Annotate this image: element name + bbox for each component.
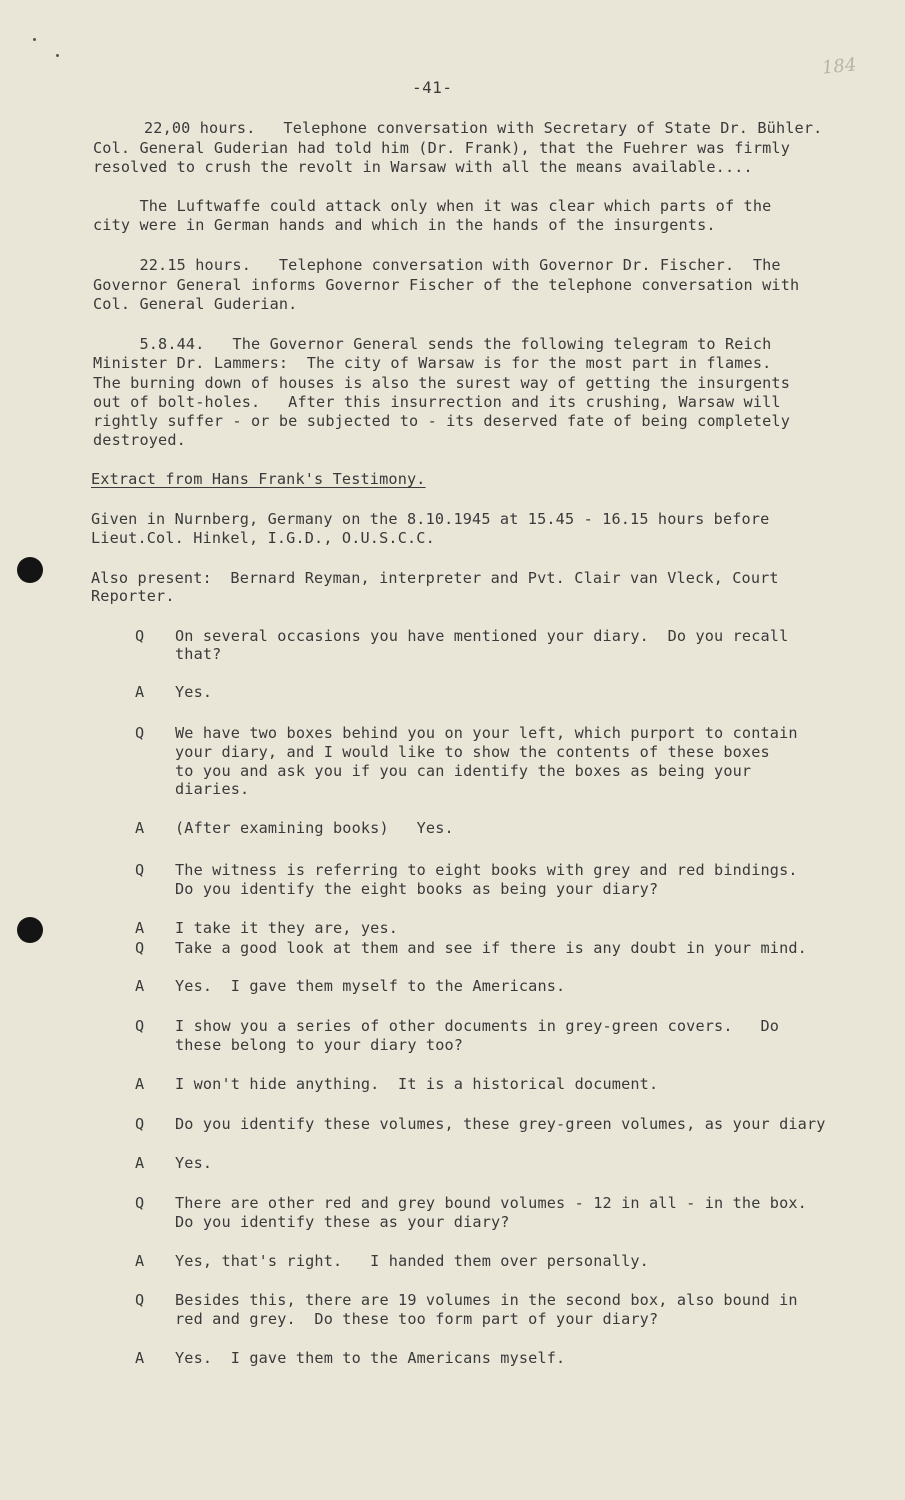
- body-line: The burning down of houses is also the surest way of getting the insurgents: [93, 374, 791, 392]
- punch-hole: [17, 917, 43, 943]
- speaker-label: Q: [135, 939, 145, 957]
- body-line: 5.8.44. The Governor General sends the following telegram to Reich: [93, 335, 772, 353]
- qa-line: I show you a series of other documents in grey-green covers. Do: [175, 1017, 780, 1035]
- body-line: Governor General informs Governor Fischer of the telephone conversation with: [93, 276, 800, 294]
- body-line: Minister Dr. Lammers: The city of Warsaw is for the most part in flames.: [93, 354, 772, 372]
- folio-mark: 184: [820, 54, 858, 79]
- qa-line: Yes, that's right. I handed them over personally.: [175, 1252, 649, 1270]
- speaker-label: A: [135, 1252, 145, 1270]
- qa-line: (After examining books) Yes.: [175, 819, 454, 837]
- qa-line: your diary, and I would like to show the contents of these boxes: [175, 743, 770, 761]
- qa-line: Do you identify these volumes, these grey-green volumes, as your diary: [175, 1115, 826, 1133]
- qa-line: Do you identify these as your diary?: [175, 1213, 510, 1231]
- body-line: rightly suffer - or be subjected to - its deserved fate of being completely: [93, 412, 791, 430]
- body-line: Col. General Guderian.: [93, 295, 298, 313]
- present-line: Also present: Bernard Reyman, interpreter and Pvt. Clair van Vleck, Court: [91, 569, 779, 587]
- qa-line: these belong to your diary too?: [175, 1036, 464, 1054]
- present-line: Reporter.: [91, 587, 175, 605]
- qa-line: We have two boxes behind you on your left, which purport to contain: [175, 724, 798, 742]
- speaker-label: Q: [135, 1194, 145, 1212]
- body-line: 22.15 hours. Telephone conversation with Governor Dr. Fischer. The: [93, 256, 781, 274]
- qa-line: On several occasions you have mentioned your diary. Do you recall: [175, 627, 789, 645]
- given-line: Given in Nurnberg, Germany on the 8.10.1945 at 15.45 - 16.15 hours before: [91, 510, 770, 528]
- speaker-label: A: [135, 1349, 145, 1367]
- speaker-label: A: [135, 919, 145, 937]
- given-line: Lieut.Col. Hinkel, I.G.D., O.U.S.C.C.: [91, 529, 435, 547]
- body-line: city were in German hands and which in the hands of the insurgents.: [93, 216, 716, 234]
- qa-line: that?: [175, 645, 222, 663]
- speaker-label: A: [135, 683, 145, 701]
- body-line: out of bolt-holes. After this insurrection and its crushing, Warsaw will: [93, 393, 781, 411]
- speaker-label: Q: [135, 1291, 145, 1309]
- qa-line: to you and ask you if you can identify the boxes as being your: [175, 762, 752, 780]
- extract-heading: Extract from Hans Frank's Testimony.: [91, 470, 426, 488]
- qa-line: I won't hide anything. It is a historical document.: [175, 1075, 659, 1093]
- qa-line: I take it they are, yes.: [175, 919, 399, 937]
- qa-line: Yes. I gave them myself to the Americans.: [175, 977, 566, 995]
- body-line: Col. General Guderian had told him (Dr. Frank), that the Fuehrer was firmly: [93, 139, 791, 157]
- speaker-label: A: [135, 1075, 145, 1093]
- speaker-label: Q: [135, 627, 145, 645]
- speaker-label: Q: [135, 1115, 145, 1133]
- qa-line: Yes.: [175, 683, 213, 701]
- qa-line: There are other red and grey bound volumes - 12 in all - in the box.: [175, 1194, 807, 1212]
- qa-line: red and grey. Do these too form part of your diary?: [175, 1310, 659, 1328]
- speaker-label: A: [135, 1154, 145, 1172]
- ink-speck: [33, 38, 36, 41]
- qa-line: Yes.: [175, 1154, 213, 1172]
- qa-line: diaries.: [175, 780, 250, 798]
- speaker-label: Q: [135, 1017, 145, 1035]
- qa-line: Yes. I gave them to the Americans myself.: [175, 1349, 566, 1367]
- page-number: -41-: [412, 78, 453, 97]
- speaker-label: A: [135, 977, 145, 995]
- qa-line: Take a good look at them and see if there is any doubt in your mind.: [175, 939, 807, 957]
- speaker-label: Q: [135, 724, 145, 742]
- body-line: resolved to crush the revolt in Warsaw with all the means available....: [93, 158, 753, 176]
- qa-line: Do you identify the eight books as being your diary?: [175, 880, 659, 898]
- punch-hole: [17, 557, 43, 583]
- speaker-label: Q: [135, 861, 145, 879]
- body-line: destroyed.: [93, 431, 186, 449]
- qa-line: The witness is referring to eight books with grey and red bindings.: [175, 861, 798, 879]
- body-line: The Luftwaffe could attack only when it was clear which parts of the: [93, 197, 772, 215]
- ink-speck: [56, 54, 59, 57]
- body-line: 22,00 hours. Telephone conversation with Secretary of State Dr. Bühler.: [144, 119, 823, 137]
- qa-line: Besides this, there are 19 volumes in the second box, also bound in: [175, 1291, 798, 1309]
- speaker-label: A: [135, 819, 145, 837]
